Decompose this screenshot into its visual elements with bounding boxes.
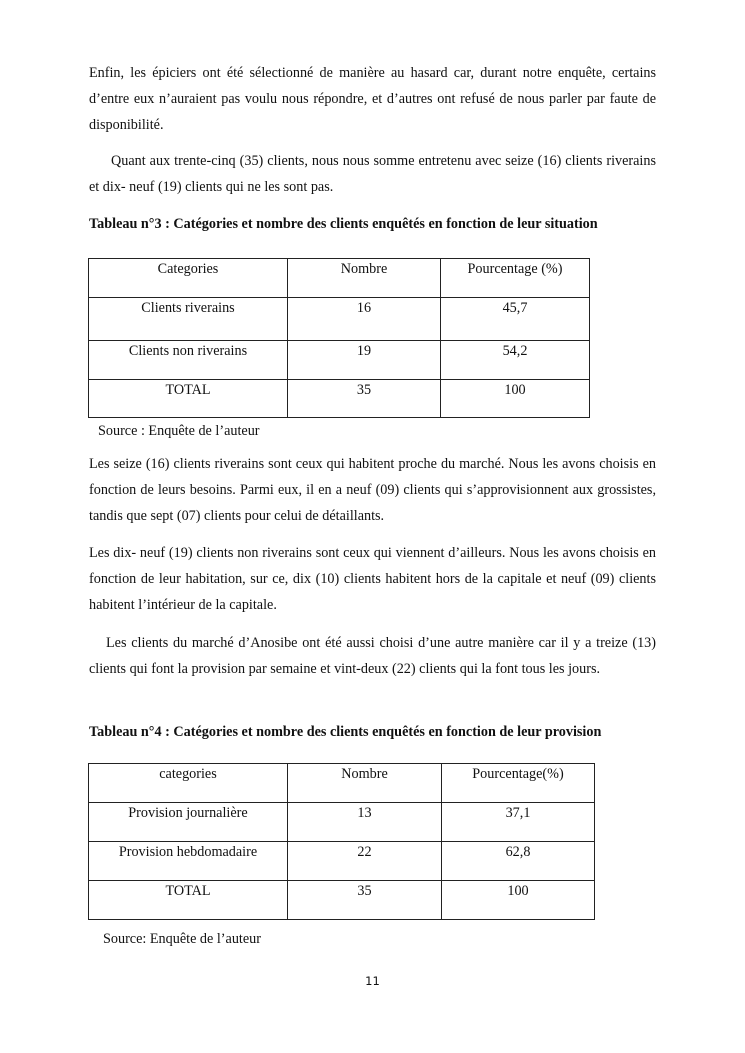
table-header-cell: categories [89,764,288,803]
table3-source: Source : Enquête de l’auteur [98,423,260,439]
table-header-cell: Pourcentage(%) [442,764,595,803]
table-row [89,842,595,881]
table-row [89,881,595,920]
paragraph-riverains: Les seize (16) clients riverains sont ceux qui habitent proche du marché. Nous les avons choisis en fonction de leurs besoins. Parmi eux, il en a neuf (09) clients qui s’approvisionnent aux grossistes, tandis que sept (07) clients pour celui de détaillants. [89,456,656,524]
table-cell: TOTAL [89,380,288,418]
table-cell: Provision journalière [89,803,288,842]
table3-caption: Tableau n°3 : Catégories et nombre des clients enquêtés en fonction de leur situation [89,216,598,232]
table-cell: Clients non riverains [89,341,288,380]
table-row [89,341,590,380]
table-header-row [89,764,595,803]
table4-source: Source: Enquête de l’auteur [103,931,261,947]
table-cell: 19 [288,341,441,380]
table-header-cell: Nombre [288,764,442,803]
table-header-cell: Categories [89,259,288,298]
table-cell: Provision hebdomadaire [89,842,288,881]
table-header-cell: Pourcentage (%) [441,259,590,298]
table-cell: 35 [288,380,441,418]
table-cell: 37,1 [442,803,595,842]
paragraph-anosibe: Les clients du marché d’Anosibe ont été aussi choisi d’une autre manière car il y a treize (13) clients qui font la provision par semaine et vint-deux (22) clients qui la font tous les jours. [89,635,656,677]
table-row [89,380,590,418]
table-row [89,298,590,341]
table-cell: 100 [441,380,590,418]
table-cell: 45,7 [441,298,590,341]
table-cell: 16 [288,298,441,341]
paragraph-clients-count: Quant aux trente-cinq (35) clients, nous nous somme entretenu avec seize (16) clients riverains et dix- neuf (19) clients qui ne les sont pas. [89,153,656,195]
table-row [89,803,595,842]
table-cell: 22 [288,842,442,881]
page-number: 11 [365,974,380,988]
table-cell: Clients riverains [89,298,288,341]
table-cell: TOTAL [89,881,288,920]
paragraph-non-riverains: Les dix- neuf (19) clients non riverains sont ceux qui viennent d’ailleurs. Nous les avons choisis en fonction de leur habitation, sur ce, dix (10) clients habitent hors de la capitale et neuf (09) clients habitent l’intérieur de la capitale. [89,545,656,613]
table-header-row [89,259,590,298]
table-header-cell: Nombre [288,259,441,298]
table-cell: 62,8 [442,842,595,881]
table4 [88,763,595,920]
table-cell: 35 [288,881,442,920]
table-cell: 54,2 [441,341,590,380]
table4-caption: Tableau n°4 : Catégories et nombre des clients enquêtés en fonction de leur provision [89,724,602,740]
table-cell: 13 [288,803,442,842]
paragraph-epiciers: Enfin, les épiciers ont été sélectionné de manière au hasard car, durant notre enquête, certains d’entre eux n’auraient pas voulu nous répondre, et d’autres ont refusé de nous parler par faute de disponibilité. [89,65,656,133]
table3 [88,258,590,418]
table-cell: 100 [442,881,595,920]
